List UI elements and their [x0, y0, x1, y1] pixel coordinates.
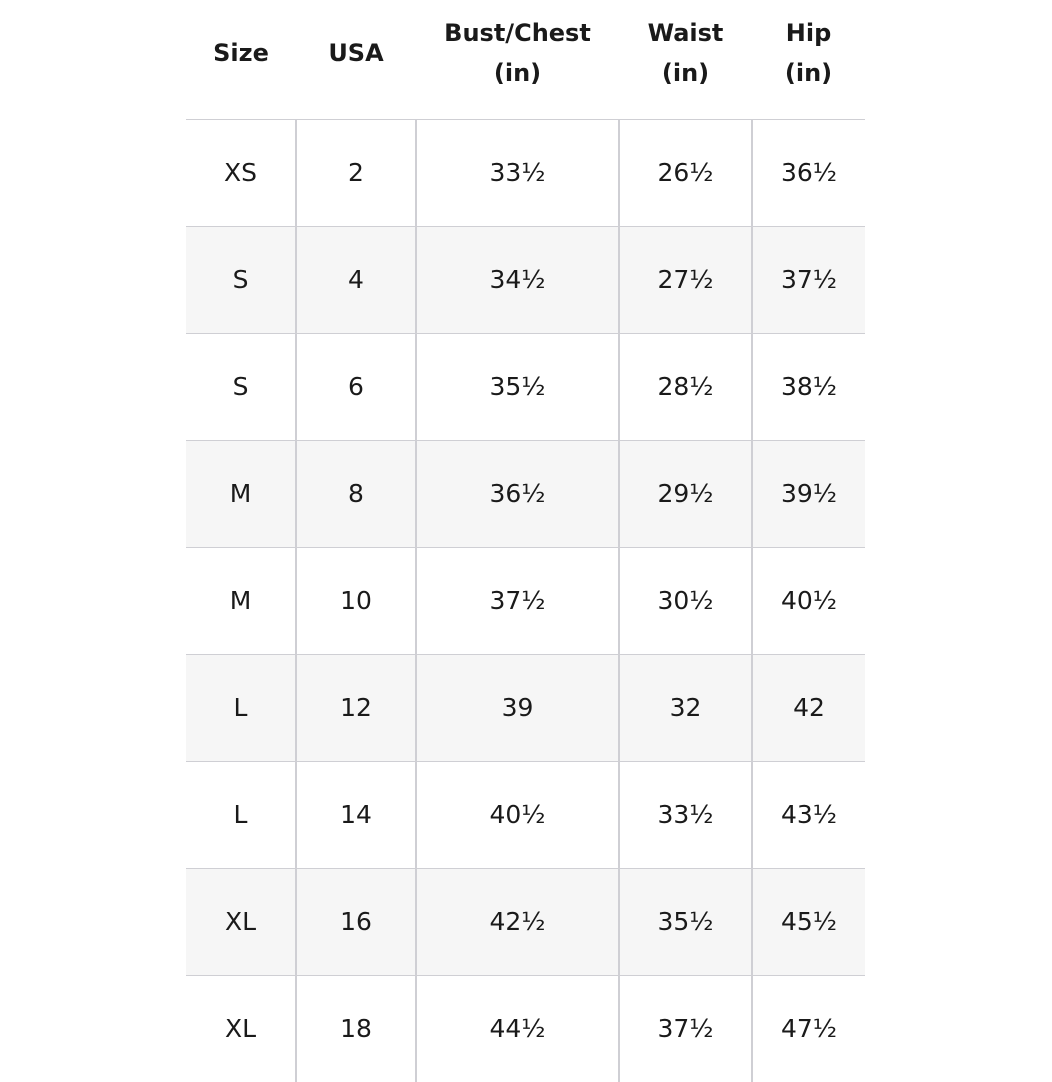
header-size-label: Size — [213, 39, 269, 68]
cell-waist: 33½ — [619, 761, 752, 868]
cell-hip: 36½ — [752, 119, 865, 226]
cell-usa: 18 — [296, 975, 416, 1082]
cell-size: L — [186, 761, 296, 868]
table-row — [186, 654, 865, 761]
cell-hip: 40½ — [752, 547, 865, 654]
cell-bust-chest: 33½ — [416, 119, 619, 226]
cell-size: S — [186, 226, 296, 333]
header-hip-label: Hip — [785, 19, 832, 48]
cell-hip: 47½ — [752, 975, 865, 1082]
cell-size: XL — [186, 868, 296, 975]
header-waist-label: Waist — [647, 19, 724, 48]
header-row — [186, 0, 865, 119]
header-size — [186, 0, 296, 119]
header-hip-unit: (in) — [784, 59, 833, 88]
cell-hip: 43½ — [752, 761, 865, 868]
cell-waist: 35½ — [619, 868, 752, 975]
cell-waist: 32 — [619, 654, 752, 761]
size-chart-table — [186, 0, 865, 1082]
header-usa-label: USA — [328, 39, 384, 68]
cell-hip: 42 — [752, 654, 865, 761]
cell-bust-chest: 34½ — [416, 226, 619, 333]
cell-usa: 12 — [296, 654, 416, 761]
cell-hip: 39½ — [752, 440, 865, 547]
table-row — [186, 333, 865, 440]
table-header — [186, 0, 865, 119]
cell-hip: 37½ — [752, 226, 865, 333]
cell-waist: 27½ — [619, 226, 752, 333]
cell-bust-chest: 35½ — [416, 333, 619, 440]
cell-usa: 6 — [296, 333, 416, 440]
table-body — [186, 119, 865, 1082]
cell-usa: 4 — [296, 226, 416, 333]
header-usa — [296, 0, 416, 119]
header-waist — [619, 0, 752, 119]
table-row — [186, 119, 865, 226]
cell-bust-chest: 42½ — [416, 868, 619, 975]
table-row — [186, 547, 865, 654]
cell-bust-chest: 36½ — [416, 440, 619, 547]
cell-size: XL — [224, 1014, 257, 1043]
cell-size: M — [186, 547, 296, 654]
cell-hip: 45½ — [752, 868, 865, 975]
table-row — [186, 761, 865, 868]
cell-usa: 8 — [296, 440, 416, 547]
cell-size: M — [186, 440, 296, 547]
header-bust-chest — [416, 0, 619, 119]
cell-bust-chest: 40½ — [416, 761, 619, 868]
cell-bust-chest: 37½ — [416, 547, 619, 654]
cell-waist: 29½ — [619, 440, 752, 547]
header-bust-chest-unit: (in) — [493, 59, 542, 88]
cell-waist: 37½ — [619, 975, 752, 1082]
cell-size: S — [186, 333, 296, 440]
cell-size: L — [186, 654, 296, 761]
cell-bust-chest: 39 — [416, 654, 619, 761]
cell-size: XS — [186, 119, 296, 226]
table-row — [186, 226, 865, 333]
cell-usa: 14 — [296, 761, 416, 868]
header-waist-unit: (in) — [661, 59, 710, 88]
table-row — [186, 440, 865, 547]
table-row — [186, 868, 865, 975]
cell-waist: 28½ — [619, 333, 752, 440]
cell-waist: 26½ — [619, 119, 752, 226]
cell-usa: 16 — [296, 868, 416, 975]
cell-usa: 2 — [296, 119, 416, 226]
cell-usa: 10 — [296, 547, 416, 654]
cell-waist: 30½ — [619, 547, 752, 654]
table-row — [186, 975, 865, 1082]
header-hip — [752, 0, 865, 119]
cell-hip: 38½ — [752, 333, 865, 440]
header-bust-chest-label: Bust/Chest — [444, 19, 591, 48]
cell-bust-chest: 44½ — [416, 975, 619, 1082]
